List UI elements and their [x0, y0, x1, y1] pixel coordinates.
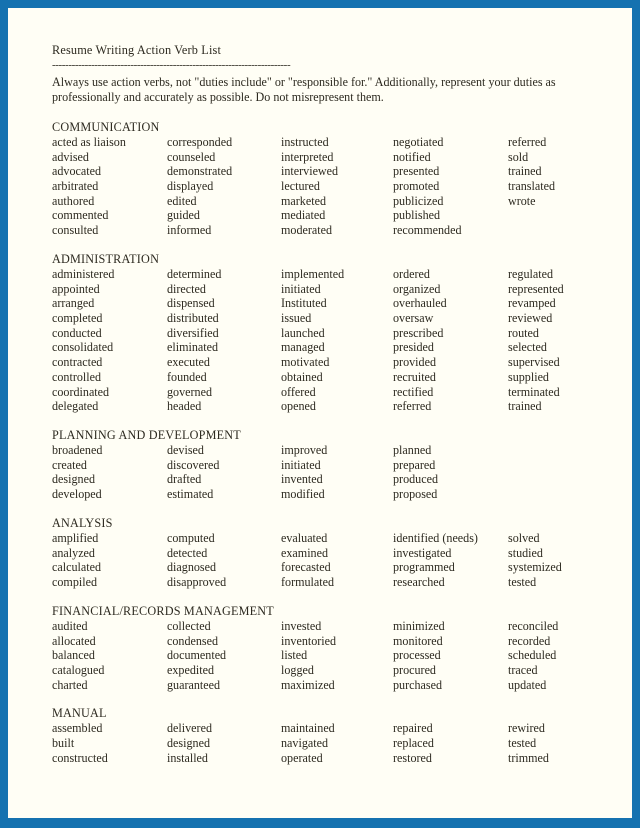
intro-paragraph: Always use action verbs, not "duties include" or "responsible for." Additionally, represent your duties as professionally and accurately as possible. Do not misrepresent them. — [52, 75, 556, 105]
verb-item: invested — [281, 618, 322, 633]
verb-item: broadened — [52, 443, 103, 458]
document-title: Resume Writing Action Verb List — [52, 43, 222, 57]
verb-column — [508, 135, 600, 238]
verb-item: trained — [508, 399, 542, 414]
verb-item: founded — [167, 369, 207, 384]
verb-item: referred — [393, 399, 432, 414]
verb-item: updated — [508, 677, 547, 692]
verb-item: dispensed — [167, 296, 215, 311]
verb-item: monitored — [393, 633, 443, 648]
verb-item: consolidated — [52, 340, 114, 355]
verb-item: completed — [52, 311, 103, 325]
verb-item: determined — [167, 266, 222, 281]
verb-item: moderated — [281, 223, 333, 238]
verb-item: edited — [167, 193, 197, 208]
verb-item: published — [393, 208, 441, 223]
verb-item: forecasted — [281, 560, 331, 575]
verb-column — [52, 531, 167, 590]
verb-column — [393, 267, 508, 414]
verb-item: initiated — [281, 281, 321, 296]
verb-item: referred — [508, 134, 547, 149]
verb-item: publicized — [393, 193, 444, 208]
verb-item: calculated — [52, 560, 102, 575]
verb-item: condensed — [167, 633, 219, 648]
verb-item: managed — [281, 340, 325, 355]
verb-grid — [52, 135, 600, 238]
verb-item: allocated — [52, 633, 96, 648]
verb-item: rewired — [508, 721, 545, 736]
verb-item: issued — [281, 311, 312, 325]
verb-section — [52, 516, 600, 590]
verb-item: promoted — [393, 178, 440, 193]
verb-item: advised — [52, 149, 89, 164]
verb-item: acted as liaison — [52, 134, 126, 149]
verb-item: controlled — [52, 369, 102, 384]
verb-item: notified — [393, 149, 431, 164]
verb-item: delegated — [52, 399, 99, 414]
verb-column — [281, 135, 393, 238]
verb-item: developed — [52, 487, 102, 502]
verb-item: mediated — [281, 208, 326, 223]
verb-column — [281, 443, 393, 502]
verb-item: sold — [508, 149, 529, 164]
verb-item: analyzed — [52, 545, 95, 560]
verb-column — [281, 267, 393, 414]
verb-item: proposed — [393, 487, 438, 502]
verb-column — [393, 135, 508, 238]
verb-column — [508, 721, 600, 765]
verb-item: revamped — [508, 296, 556, 311]
verb-item: directed — [167, 281, 206, 296]
verb-item: processed — [393, 648, 441, 663]
verb-item: trained — [508, 164, 542, 179]
verb-item: traced — [508, 662, 538, 677]
verb-item: regulated — [508, 266, 553, 281]
verb-item: overhauled — [393, 296, 447, 311]
verb-item: minimized — [393, 618, 445, 633]
verb-item: ordered — [393, 266, 430, 281]
verb-item: interpreted — [281, 149, 334, 164]
verb-item: contracted — [52, 355, 103, 370]
verb-item: launched — [281, 325, 325, 340]
verb-item: recommended — [393, 223, 462, 238]
verb-item: detected — [167, 545, 208, 560]
verb-grid — [52, 619, 600, 693]
verb-item: maintained — [281, 721, 335, 736]
verb-item: reconciled — [508, 618, 559, 633]
verb-item: operated — [281, 750, 323, 765]
verb-item: opened — [281, 399, 316, 414]
verb-column — [52, 267, 167, 414]
verb-column — [167, 619, 281, 693]
verb-item: translated — [508, 178, 556, 193]
verb-item: corresponded — [167, 134, 233, 149]
verb-item: marketed — [281, 193, 326, 208]
verb-item: investigated — [393, 545, 452, 560]
verb-item: guided — [167, 208, 200, 223]
verb-item: maximized — [281, 677, 335, 692]
verb-column — [508, 443, 600, 502]
verb-item: audited — [52, 618, 88, 633]
document-body — [52, 42, 600, 766]
verb-item: documented — [167, 648, 227, 663]
verb-item: supervised — [508, 355, 560, 370]
verb-item: presided — [393, 340, 434, 355]
verb-item: devised — [167, 443, 204, 458]
verb-item: selected — [508, 340, 547, 355]
verb-item: charted — [52, 677, 88, 692]
verb-section — [52, 120, 600, 238]
verb-grid — [52, 443, 600, 502]
verb-column — [52, 721, 167, 765]
verb-item: advocated — [52, 164, 102, 179]
verb-sections — [52, 120, 600, 766]
verb-item: drafted — [167, 472, 202, 487]
verb-column — [281, 619, 393, 693]
verb-item: built — [52, 736, 75, 751]
verb-item: oversaw — [393, 311, 434, 325]
verb-item: terminated — [508, 384, 560, 399]
verb-item: governed — [167, 384, 212, 399]
verb-column — [52, 443, 167, 502]
verb-item: lectured — [281, 178, 320, 193]
verb-item: formulated — [281, 575, 335, 590]
verb-item: distributed — [167, 311, 219, 325]
verb-column — [393, 721, 508, 765]
verb-column — [393, 443, 508, 502]
verb-item: assembled — [52, 721, 103, 736]
verb-item: organized — [393, 281, 441, 296]
verb-item: disapproved — [167, 575, 227, 590]
title-divider: ------------------------------------------------------------------------- — [52, 59, 291, 71]
verb-item: negotiated — [393, 134, 444, 149]
verb-column — [167, 443, 281, 502]
section-heading: COMMUNICATION — [52, 119, 160, 134]
verb-item: guaranteed — [167, 677, 221, 692]
verb-item: created — [52, 457, 87, 472]
verb-section — [52, 706, 600, 765]
verb-item: studied — [508, 545, 543, 560]
verb-item: amplified — [52, 530, 99, 545]
verb-item: balanced — [52, 648, 95, 663]
verb-item: expedited — [167, 662, 215, 677]
section-heading: PLANNING AND DEVELOPMENT — [52, 428, 241, 443]
verb-item: delivered — [167, 721, 212, 736]
verb-item: headed — [167, 399, 202, 414]
verb-column — [167, 531, 281, 590]
verb-item: demonstrated — [167, 164, 233, 179]
verb-section — [52, 252, 600, 414]
verb-grid — [52, 721, 600, 765]
verb-item: solved — [508, 530, 540, 545]
verb-item: counseled — [167, 149, 216, 164]
verb-item: constructed — [52, 750, 108, 765]
verb-item: rectified — [393, 384, 434, 399]
verb-item: recruited — [393, 369, 436, 384]
verb-item: coordinated — [52, 384, 110, 399]
verb-item: modified — [281, 487, 325, 502]
verb-item: identified (needs) — [393, 530, 478, 545]
verb-item: logged — [281, 662, 314, 677]
verb-item: tested — [508, 736, 537, 751]
verb-item: Instituted — [281, 296, 327, 311]
section-heading: ADMINISTRATION — [52, 251, 160, 266]
verb-grid — [52, 531, 600, 590]
section-heading: FINANCIAL/RECORDS MANAGEMENT — [52, 603, 274, 618]
verb-item: presented — [393, 164, 440, 179]
verb-column — [167, 267, 281, 414]
verb-item: purchased — [393, 677, 443, 692]
verb-item: executed — [167, 355, 210, 370]
verb-item: evaluated — [281, 530, 328, 545]
verb-item: researched — [393, 575, 445, 590]
verb-item: catalogued — [52, 662, 105, 677]
verb-item: scheduled — [508, 648, 557, 663]
verb-item: provided — [393, 355, 436, 370]
verb-item: interviewed — [281, 164, 339, 179]
verb-item: designed — [52, 472, 95, 487]
verb-item: displayed — [167, 178, 214, 193]
verb-item: prepared — [393, 457, 436, 472]
verb-item: computed — [167, 530, 215, 545]
verb-item: prescribed — [393, 325, 444, 340]
verb-item: replaced — [393, 736, 434, 751]
verb-item: instructed — [281, 134, 329, 149]
document-page — [8, 8, 632, 818]
verb-item: consulted — [52, 223, 99, 238]
verb-item: installed — [167, 750, 208, 765]
verb-item: tested — [508, 575, 537, 590]
verb-item: planned — [393, 443, 432, 458]
verb-item: diagnosed — [167, 560, 217, 575]
verb-item: produced — [393, 472, 438, 487]
verb-section — [52, 604, 600, 693]
verb-item: arranged — [52, 296, 95, 311]
verb-section — [52, 428, 600, 502]
verb-item: estimated — [167, 487, 214, 502]
verb-item: programmed — [393, 560, 455, 575]
verb-item: improved — [281, 443, 328, 458]
section-heading: ANALYSIS — [52, 515, 113, 530]
verb-item: discovered — [167, 457, 220, 472]
verb-item: restored — [393, 750, 432, 765]
verb-grid — [52, 267, 600, 414]
verb-column — [167, 135, 281, 238]
verb-column — [508, 531, 600, 590]
verb-item: conducted — [52, 325, 102, 340]
verb-column — [393, 619, 508, 693]
verb-item: obtained — [281, 369, 323, 384]
verb-item: compiled — [52, 575, 98, 590]
verb-item: invented — [281, 472, 323, 487]
verb-item: diversified — [167, 325, 219, 340]
verb-column — [393, 531, 508, 590]
verb-item: authored — [52, 193, 95, 208]
verb-item: informed — [167, 223, 212, 238]
verb-column — [281, 531, 393, 590]
verb-item: repaired — [393, 721, 433, 736]
verb-item: designed — [167, 736, 210, 751]
verb-column — [52, 619, 167, 693]
verb-item: inventoried — [281, 633, 337, 648]
verb-item: implemented — [281, 266, 345, 281]
verb-column — [52, 135, 167, 238]
verb-item: listed — [281, 648, 308, 663]
verb-item: collected — [167, 618, 211, 633]
verb-item: offered — [281, 384, 316, 399]
verb-item: wrote — [508, 193, 536, 208]
verb-item: reviewed — [508, 311, 553, 325]
section-heading: MANUAL — [52, 706, 107, 721]
verb-item: represented — [508, 281, 564, 296]
verb-item: motivated — [281, 355, 330, 370]
verb-item: commented — [52, 208, 109, 223]
verb-column — [508, 267, 600, 414]
verb-item: examined — [281, 545, 329, 560]
verb-item: procured — [393, 662, 436, 677]
verb-item: supplied — [508, 369, 549, 384]
verb-item: initiated — [281, 457, 321, 472]
verb-column — [167, 721, 281, 765]
verb-item: appointed — [52, 281, 100, 296]
verb-column — [281, 721, 393, 765]
verb-item: administered — [52, 266, 115, 281]
verb-item: trimmed — [508, 750, 549, 765]
verb-item: routed — [508, 325, 539, 340]
verb-item: eliminated — [167, 340, 219, 355]
verb-item: arbitrated — [52, 178, 99, 193]
verb-column — [508, 619, 600, 693]
verb-item: systemized — [508, 560, 562, 575]
verb-item: navigated — [281, 736, 329, 751]
verb-item: recorded — [508, 633, 551, 648]
